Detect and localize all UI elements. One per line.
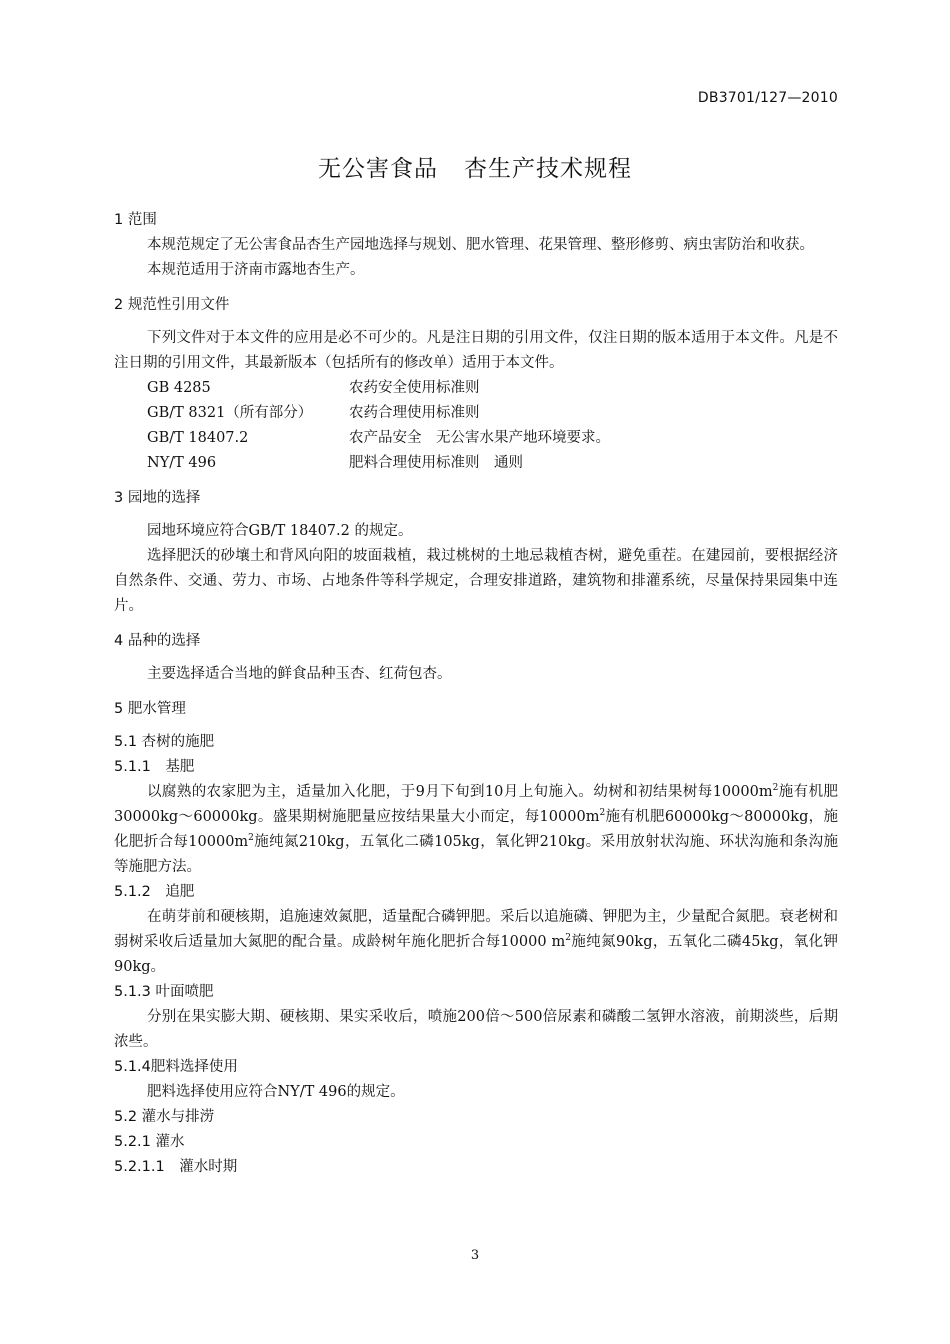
paragraph: 本规范适用于济南市露地杏生产。 xyxy=(147,262,365,278)
superscript: 2 xyxy=(565,933,572,944)
subsection-heading-5-1-4: 5.1.4肥料选择使用 xyxy=(114,1059,238,1075)
reference-row xyxy=(114,401,838,426)
document-body xyxy=(114,208,838,1180)
text-run: 施纯氮90kg，五氧化二磷45kg，氧化钾90kg。 xyxy=(114,934,838,975)
reference-title: 农药合理使用标准则 xyxy=(349,405,480,421)
reference-row xyxy=(114,451,838,476)
section-heading-2: 2 规范性引用文件 xyxy=(114,297,230,313)
document-id: DB3701/127—2010 xyxy=(697,90,838,106)
subsection-heading-5-2-1-1: 5.2.1.1 灌水时期 xyxy=(114,1159,238,1175)
subsection-heading-5-2: 5.2 灌水与排涝 xyxy=(114,1109,215,1125)
superscript: 2 xyxy=(772,783,779,794)
reference-row xyxy=(114,426,838,451)
paragraph: 下列文件对于本文件的应用是必不可少的。凡是注日期的引用文件，仅注日期的版本适用于本文件。凡是不注日期的引用文件，其最新版本（包括所有的修改单）适用于本文件。 xyxy=(114,330,838,371)
reference-code: GB/T 18407.2 xyxy=(147,430,249,446)
text-run: 以腐熟的农家肥为主，适量加入化肥，于9月下旬到10月上旬施入。幼树和初结果树每10000m xyxy=(147,784,773,800)
superscript: 2 xyxy=(599,808,606,819)
title-part2: 杏生产技术规程 xyxy=(464,156,632,182)
paragraph: 园地环境应符合GB/T 18407.2 的规定。 xyxy=(147,523,413,539)
subsection-heading-5-2-1: 5.2.1 灌水 xyxy=(114,1134,185,1150)
reference-code: NY/T 496 xyxy=(147,455,217,471)
paragraph: 本规范规定了无公害食品杏生产园地选择与规划、肥水管理、花果管理、整形修剪、病虫害防治和收获。 xyxy=(147,237,814,253)
reference-title: 农药安全使用标准则 xyxy=(349,380,480,396)
section-heading-4: 4 品种的选择 xyxy=(114,633,201,649)
paragraph-top-dressing xyxy=(114,905,838,980)
reference-row xyxy=(114,376,838,401)
reference-code: GB/T 8321（所有部分） xyxy=(147,405,313,421)
text-run: 施纯氮210kg，五氧化二磷105kg，氧化钾210kg。采用放射状沟施、环状沟施和条沟施等施肥方法。 xyxy=(114,834,838,875)
text-run: 施有机肥60000kg～80000kg，施化肥折合每10000m xyxy=(114,809,839,850)
paragraph: 分别在果实膨大期、硬核期、果实采收后，喷施200倍～500倍尿素和磷酸二氢钾水溶液，前期淡些，后期浓些。 xyxy=(114,1009,838,1050)
reference-title: 农产品安全 无公害水果产地环境要求。 xyxy=(349,430,610,446)
subsection-heading-5-1-3: 5.1.3 叶面喷肥 xyxy=(114,984,214,1000)
section-heading-5: 5 肥水管理 xyxy=(114,701,186,717)
text-run: 施有机肥30000kg～60000kg。盛果期树施肥量应按结果量大小而定，每10000m xyxy=(114,784,838,825)
reference-title: 肥料合理使用标准则 通则 xyxy=(349,455,523,471)
paragraph: 肥料选择使用应符合NY/T 496的规定。 xyxy=(147,1084,405,1100)
section-heading-3: 3 园地的选择 xyxy=(114,490,201,506)
paragraph-base-fertilizer xyxy=(114,780,838,880)
subsection-heading-5-1-2: 5.1.2 追肥 xyxy=(114,884,195,900)
page-title xyxy=(0,150,950,183)
page-number: 3 xyxy=(470,1248,480,1263)
paragraph: 选择肥沃的砂壤土和背风向阳的坡面栽植，栽过桃树的土地忌栽植杏树，避免重茬。在建园前，要根据经济自然条件、交通、劳力、市场、占地条件等科学规定，合理安排道路，建筑物和排灌系统，尽量保持果园集中连片。 xyxy=(114,548,838,614)
superscript: 2 xyxy=(248,833,254,844)
title-part1: 无公害食品 xyxy=(318,156,438,182)
paragraph: 主要选择适合当地的鲜食品种玉杏、红荷包杏。 xyxy=(147,666,452,682)
reference-code: GB 4285 xyxy=(147,380,211,396)
subsection-heading-5-1: 5.1 杏树的施肥 xyxy=(114,734,215,750)
subsection-heading-5-1-1: 5.1.1 基肥 xyxy=(114,759,195,775)
section-heading-1: 1 范围 xyxy=(114,212,157,228)
text-run: 在萌芽前和硬核期，追施速效氮肥，适量配合磷钾肥。采后以追施磷、钾肥为主，少量配合氮肥。衰老树和弱树采收后适量加大氮肥的配合量。成龄树年施化肥折合每10000 m xyxy=(114,909,838,950)
